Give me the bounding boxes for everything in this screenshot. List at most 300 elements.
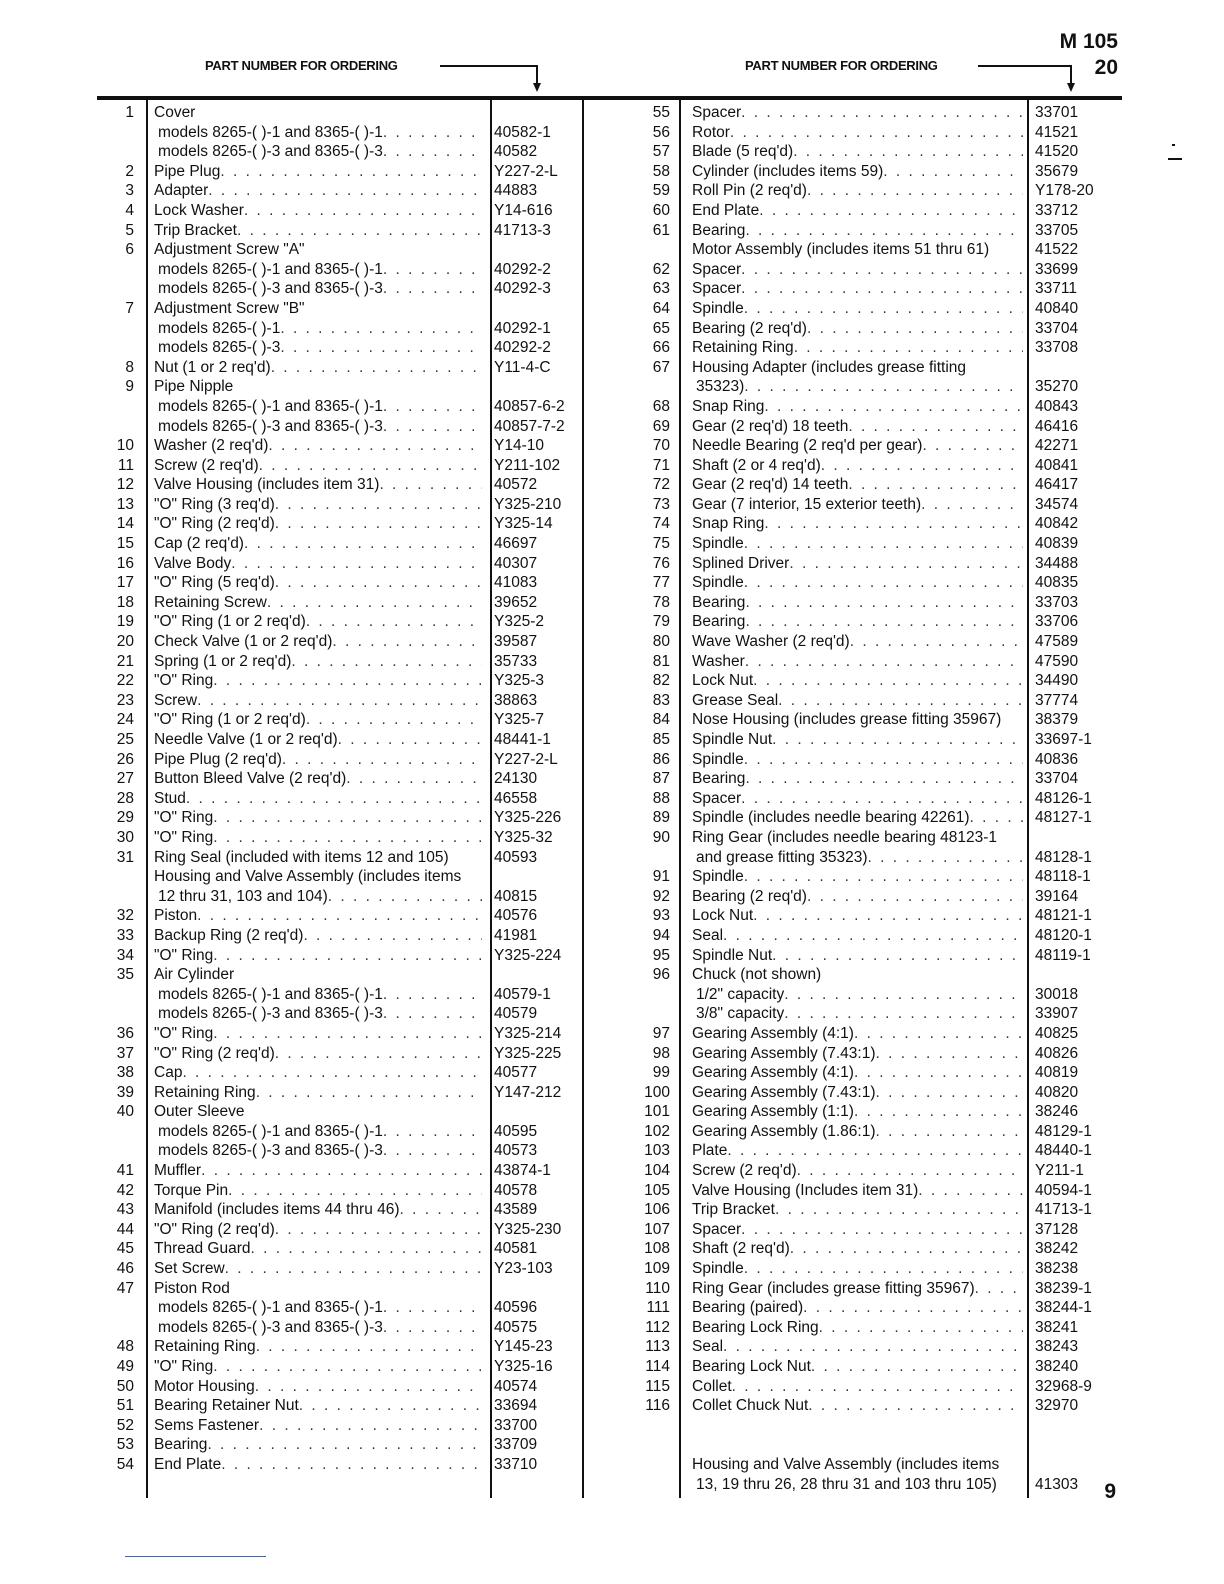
item-description: [692, 789, 1023, 809]
description-text: Piston: [154, 907, 198, 925]
parts-row: [636, 789, 1123, 809]
item-number: 18: [116, 593, 134, 611]
description-text: Outer Sleeve: [154, 1103, 245, 1121]
dot-leader: [197, 691, 482, 711]
item-number: 102: [644, 1122, 670, 1140]
item-description: [692, 554, 1023, 574]
item-number: 109: [644, 1260, 670, 1278]
item-number: 16: [116, 554, 134, 572]
description-text: Bearing: [692, 770, 746, 788]
item-number: 14: [116, 515, 134, 533]
ordering-arrow-left: [440, 65, 538, 67]
item-number: 88: [652, 789, 670, 807]
item-number: 26: [116, 750, 134, 768]
item-number: 19: [116, 613, 134, 631]
dot-leader: [793, 142, 1023, 162]
part-number: Y325-210: [494, 495, 562, 513]
parts-row: [636, 906, 1123, 926]
item-number: 73: [652, 495, 670, 513]
item-description: [154, 1435, 482, 1455]
item-description: [692, 593, 1023, 613]
part-number: [1023, 828, 1123, 848]
description-text: Sems Fastener: [154, 1416, 260, 1434]
part-number: 41713-3: [494, 221, 551, 239]
item-description: [692, 1357, 1023, 1377]
item-description: [692, 1102, 1023, 1122]
parts-row: [636, 612, 1123, 632]
part-number: 44883: [494, 182, 538, 200]
part-number: 32970: [1035, 1397, 1079, 1415]
parts-row: [98, 906, 582, 926]
description-text: Needle Bearing (2 req'd per gear): [692, 437, 923, 455]
parts-row: [636, 260, 1123, 280]
parts-row: [98, 181, 582, 201]
description-text: Motor Assembly (includes items 51 thru 61): [692, 241, 990, 259]
item-description: [692, 1220, 1023, 1240]
item-description: [154, 750, 482, 770]
description-text: Bearing Retainer Nut: [154, 1397, 299, 1415]
part-number: 40840: [1035, 299, 1079, 317]
dot-leader: [921, 495, 1023, 515]
item-number: [636, 1435, 670, 1455]
description-text: Bearing: [692, 593, 746, 611]
item-number: 82: [652, 672, 670, 690]
item-description: [154, 730, 482, 750]
item-number: 78: [652, 593, 670, 611]
part-number: 32968-9: [1035, 1377, 1092, 1395]
part-number: 30018: [1035, 985, 1079, 1003]
item-number: 6: [125, 241, 134, 259]
description-text: Splined Driver: [692, 554, 790, 572]
dot-leader: [772, 946, 1023, 966]
part-number: 40835: [1035, 574, 1079, 592]
item-number: 76: [652, 554, 670, 572]
parts-row: [98, 965, 582, 985]
part-number: 40307: [494, 554, 538, 572]
description-text: Seal: [692, 926, 724, 944]
parts-row: [98, 240, 582, 260]
section-code: 20: [1094, 56, 1118, 79]
description-text: Bearing: [692, 221, 746, 239]
item-description: [692, 906, 1023, 926]
item-number: 114: [645, 1358, 670, 1375]
dot-leader: [208, 181, 482, 201]
part-number: 38863: [494, 691, 538, 709]
item-description: [692, 495, 1023, 515]
item-number: 61: [652, 221, 670, 239]
item-description: [692, 1063, 1023, 1083]
item-description: [692, 260, 1023, 280]
item-description: [154, 612, 482, 632]
dot-leader: [797, 1161, 1023, 1181]
part-number: Y227-2-L: [494, 750, 558, 768]
description-text: Retaining Ring: [692, 339, 794, 357]
item-number: [98, 985, 134, 1005]
item-number: 35: [116, 966, 134, 984]
description-text: Bearing Lock Ring: [692, 1318, 819, 1336]
description-text: Spacer: [692, 280, 742, 298]
dot-leader: [221, 1455, 482, 1475]
item-description: [692, 612, 1023, 632]
part-number: Y211-1: [1035, 1162, 1084, 1180]
part-number: 40595: [494, 1122, 538, 1140]
part-number: [1023, 1455, 1123, 1475]
parts-row: [98, 358, 582, 378]
part-number: 48120-1: [1035, 926, 1092, 944]
part-number: [482, 867, 582, 887]
description-text: Needle Valve (1 or 2 req'd): [154, 731, 338, 748]
item-number: [98, 338, 134, 358]
dot-leader: [291, 652, 482, 672]
parts-row: [636, 1279, 1123, 1299]
item-description: [154, 1416, 482, 1436]
part-number: 33708: [1035, 339, 1079, 357]
part-number: 46416: [1035, 417, 1079, 435]
part-number: Y325-226: [494, 809, 562, 827]
dot-leader: [922, 436, 1023, 456]
dot-leader: [794, 338, 1023, 358]
description-text: Valve Body: [154, 554, 232, 572]
item-description: [154, 965, 482, 985]
description-text: Adjustment Screw "A": [154, 241, 305, 259]
description-text: End Plate: [692, 201, 760, 219]
description-text: Roll Pin (2 req'd): [692, 182, 807, 200]
item-description: [154, 1279, 482, 1299]
ordering-arrow-head-right: [1067, 83, 1075, 92]
description-text: models 8265-( )-1: [158, 319, 281, 337]
parts-row: [98, 1181, 582, 1201]
item-description: [154, 887, 482, 907]
parts-row: [636, 730, 1123, 750]
dot-leader: [225, 1259, 482, 1279]
description-text: Snap Ring: [692, 397, 765, 415]
dot-leader: [275, 514, 482, 534]
description-text: Washer (2 req'd): [154, 437, 269, 455]
dot-leader: [186, 789, 482, 809]
dot-leader: [745, 769, 1023, 789]
item-description: [154, 338, 482, 358]
part-number: 46558: [494, 789, 538, 807]
parts-row: [98, 1396, 582, 1416]
dot-leader: [803, 1298, 1023, 1318]
item-description: [154, 652, 482, 672]
dot-leader: [744, 867, 1023, 887]
dot-leader: [213, 946, 482, 966]
description-text: models 8265-( )-1 and 8365-( )-1: [158, 397, 383, 415]
parts-row: [98, 1044, 582, 1064]
parts-row: [98, 103, 582, 123]
item-number: [98, 417, 134, 437]
parts-row: [636, 593, 1123, 613]
item-number: 47: [116, 1279, 134, 1297]
part-number: Y325-214: [494, 1024, 562, 1042]
dot-leader: [975, 1279, 1023, 1299]
parts-row: [98, 848, 582, 868]
dot-leader: [282, 750, 482, 770]
part-number: [482, 965, 582, 985]
part-number: 38241: [1035, 1318, 1079, 1336]
description-text: "O" Ring: [154, 809, 214, 827]
item-description: [692, 1337, 1023, 1357]
description-text: Screw (2 req'd): [154, 456, 259, 474]
item-number: 79: [652, 613, 670, 631]
item-description: [154, 926, 482, 946]
item-description: [154, 1357, 482, 1377]
item-description: [692, 1318, 1023, 1338]
item-number: 43: [116, 1201, 134, 1219]
part-number: 33712: [1035, 201, 1079, 219]
item-description: [154, 260, 482, 280]
part-number: 40581: [494, 1240, 538, 1258]
description-text: Housing and Valve Assembly (includes items: [154, 868, 462, 886]
dot-leader: [400, 1200, 482, 1220]
item-description: [154, 1396, 482, 1416]
parts-row: [98, 750, 582, 770]
item-description: [692, 456, 1023, 476]
part-number: Y325-2: [494, 613, 544, 631]
parts-row: [98, 887, 582, 907]
item-description: [154, 691, 482, 711]
description-text: Button Bleed Valve (2 req'd): [154, 770, 347, 788]
parts-row: [636, 456, 1123, 476]
item-description: [692, 808, 1023, 828]
table-top-rule: [97, 96, 1122, 100]
item-number: [636, 1455, 670, 1475]
parts-row: [636, 358, 1123, 378]
part-number: 40836: [1035, 750, 1079, 768]
dot-leader: [237, 221, 482, 241]
part-number: 40582-1: [494, 123, 551, 141]
parts-row: [636, 985, 1123, 1005]
item-number: 48: [116, 1338, 134, 1356]
description-text: "O" Ring (2 req'd): [154, 515, 275, 533]
item-description: [692, 1298, 1023, 1318]
part-number: 40594-1: [1035, 1181, 1092, 1199]
part-number: 38379: [1035, 711, 1079, 729]
parts-row: [636, 475, 1123, 495]
footer-link-underline: [125, 1556, 266, 1557]
parts-row: [636, 965, 1123, 985]
dot-leader: [280, 319, 482, 339]
ordering-arrow-stem-left: [536, 65, 538, 84]
item-description: [154, 1220, 482, 1240]
item-number: [636, 848, 670, 868]
item-number: [98, 279, 134, 299]
dot-leader: [759, 201, 1023, 221]
item-number: 89: [652, 809, 670, 827]
dot-leader: [383, 1298, 482, 1318]
part-number: 46697: [494, 535, 538, 553]
item-number: 37: [116, 1044, 134, 1062]
part-number: 38244-1: [1035, 1299, 1092, 1317]
dot-leader: [228, 1181, 482, 1201]
part-number: 33699: [1035, 260, 1079, 278]
dot-leader: [275, 1220, 482, 1240]
description-text: "O" Ring: [154, 946, 214, 964]
part-number: Y211-102: [494, 456, 561, 474]
parts-row: [636, 1337, 1123, 1357]
part-number: 40573: [494, 1142, 538, 1160]
item-number: 86: [652, 750, 670, 768]
parts-row: [636, 808, 1123, 828]
description-text: Spindle: [692, 1260, 744, 1278]
parts-row: [636, 1102, 1123, 1122]
item-description: [692, 1141, 1023, 1161]
description-text: Thread Guard: [154, 1240, 251, 1258]
item-description: [154, 377, 482, 397]
description-text: Trip Bracket: [154, 221, 237, 239]
parts-row: [636, 142, 1123, 162]
description-text: "O" Ring (1 or 2 req'd): [154, 613, 306, 631]
description-text: "O" Ring: [154, 828, 214, 846]
parts-row: [98, 495, 582, 515]
description-text: Adapter: [154, 182, 209, 200]
parts-row: [98, 534, 582, 554]
description-text: Manifold (includes items 44 thru 46): [154, 1201, 400, 1219]
item-number: 23: [116, 691, 134, 709]
part-number: 34574: [1035, 495, 1079, 513]
dot-leader: [251, 1239, 483, 1259]
item-description: [154, 1004, 482, 1024]
item-number: [636, 1004, 670, 1024]
dot-leader: [244, 534, 482, 554]
parts-row: [636, 769, 1123, 789]
dot-leader: [775, 1200, 1023, 1220]
item-description: [154, 906, 482, 926]
item-description: [692, 123, 1023, 143]
part-number-label-left: PART NUMBER FOR ORDERING: [205, 58, 398, 73]
dot-leader: [275, 495, 482, 515]
parts-row: [98, 1220, 582, 1240]
dot-leader: [383, 1122, 482, 1142]
dot-leader: [275, 573, 482, 593]
item-number: 112: [645, 1318, 670, 1336]
item-number: 92: [652, 887, 670, 905]
parts-row: [98, 1141, 582, 1161]
part-number: 40292-2: [494, 339, 551, 357]
dot-leader: [854, 1063, 1023, 1083]
dot-leader: [383, 985, 482, 1005]
item-number: 77: [652, 574, 670, 592]
description-text: 12 thru 31, 103 and 104): [158, 887, 328, 905]
item-number: 116: [645, 1397, 670, 1415]
item-description: [692, 769, 1023, 789]
part-number: Y325-14: [494, 515, 553, 533]
item-description: [692, 1455, 1023, 1475]
description-text: Ring Gear (includes needle bearing 48123-1: [692, 828, 998, 846]
item-number: 71: [652, 456, 670, 474]
part-number: 33709: [494, 1436, 538, 1454]
parts-row: [636, 299, 1123, 319]
description-text: "O" Ring (1 or 2 req'd): [154, 711, 306, 729]
item-number: 56: [652, 123, 670, 141]
part-number: Y14-616: [494, 201, 553, 219]
part-number: 40292-1: [494, 319, 551, 337]
item-number: 45: [116, 1240, 134, 1258]
part-number: 48126-1: [1035, 789, 1092, 807]
item-description: [692, 103, 1023, 123]
description-text: Bearing Lock Nut: [692, 1358, 811, 1375]
dot-leader: [306, 612, 482, 632]
parts-row: [98, 162, 582, 182]
parts-row: [98, 1435, 582, 1455]
dot-leader: [753, 671, 1023, 691]
item-number: 98: [652, 1044, 670, 1062]
parts-row: [636, 181, 1123, 201]
ordering-arrow-head-left: [533, 83, 541, 92]
item-description: [692, 750, 1023, 770]
center-rule-a: [582, 100, 584, 1498]
item-number: 28: [116, 789, 134, 807]
item-description: [154, 495, 482, 515]
dot-leader: [213, 808, 482, 828]
parts-row: [98, 867, 582, 887]
parts-row: [98, 612, 582, 632]
item-number: [98, 397, 134, 417]
description-text: Spindle (includes needle bearing 42261): [692, 809, 970, 827]
item-number: [98, 1141, 134, 1161]
item-description: [692, 240, 1023, 260]
description-text: "O" Ring: [154, 1024, 214, 1042]
dot-leader: [383, 260, 482, 280]
parts-row: [98, 1455, 582, 1475]
dot-leader: [850, 632, 1023, 652]
description-text: Spacer: [692, 789, 742, 807]
description-text: Nut (1 or 2 req'd): [154, 358, 271, 376]
item-number: 74: [652, 515, 670, 533]
parts-row: [636, 1475, 1123, 1495]
item-description: [154, 848, 482, 868]
item-description: [692, 965, 1023, 985]
parts-row: [636, 750, 1123, 770]
part-number: Y14-10: [494, 437, 544, 455]
dot-leader: [918, 1181, 1023, 1201]
item-description: [154, 867, 482, 887]
description-text: Rotor: [692, 123, 730, 141]
part-number: 40572: [494, 476, 538, 494]
item-number: [98, 142, 134, 162]
item-number: 3: [125, 182, 134, 200]
description-text: Set Screw: [154, 1260, 225, 1278]
part-number: 37128: [1035, 1220, 1079, 1238]
part-number: 48118-1: [1035, 868, 1091, 886]
description-text: Blade (5 req'd): [692, 143, 794, 161]
item-description: [154, 1044, 482, 1064]
dot-leader: [213, 1357, 482, 1377]
parts-row: [636, 1455, 1123, 1475]
item-number: 39: [116, 1083, 134, 1101]
item-number: 63: [652, 280, 670, 298]
part-number: 40593: [494, 848, 538, 866]
dot-leader: [741, 279, 1023, 299]
dot-leader: [213, 1024, 482, 1044]
parts-row: [98, 417, 582, 437]
description-text: Snap Ring: [692, 515, 765, 533]
dot-leader: [876, 1122, 1023, 1142]
margin-mark: [1168, 158, 1182, 160]
part-number: 39587: [494, 633, 538, 651]
description-text: models 8265-( )-3 and 8365-( )-3: [158, 280, 383, 298]
description-text: Bearing: [692, 613, 746, 631]
part-number: Y325-230: [494, 1220, 562, 1238]
item-description: [692, 691, 1023, 711]
description-text: Collet: [692, 1377, 732, 1395]
description-text: Ring Seal (included with items 12 and 105): [154, 848, 449, 866]
parts-row: [98, 671, 582, 691]
item-description: [692, 377, 1023, 397]
dot-leader: [790, 1239, 1023, 1259]
dot-leader: [383, 1141, 482, 1161]
